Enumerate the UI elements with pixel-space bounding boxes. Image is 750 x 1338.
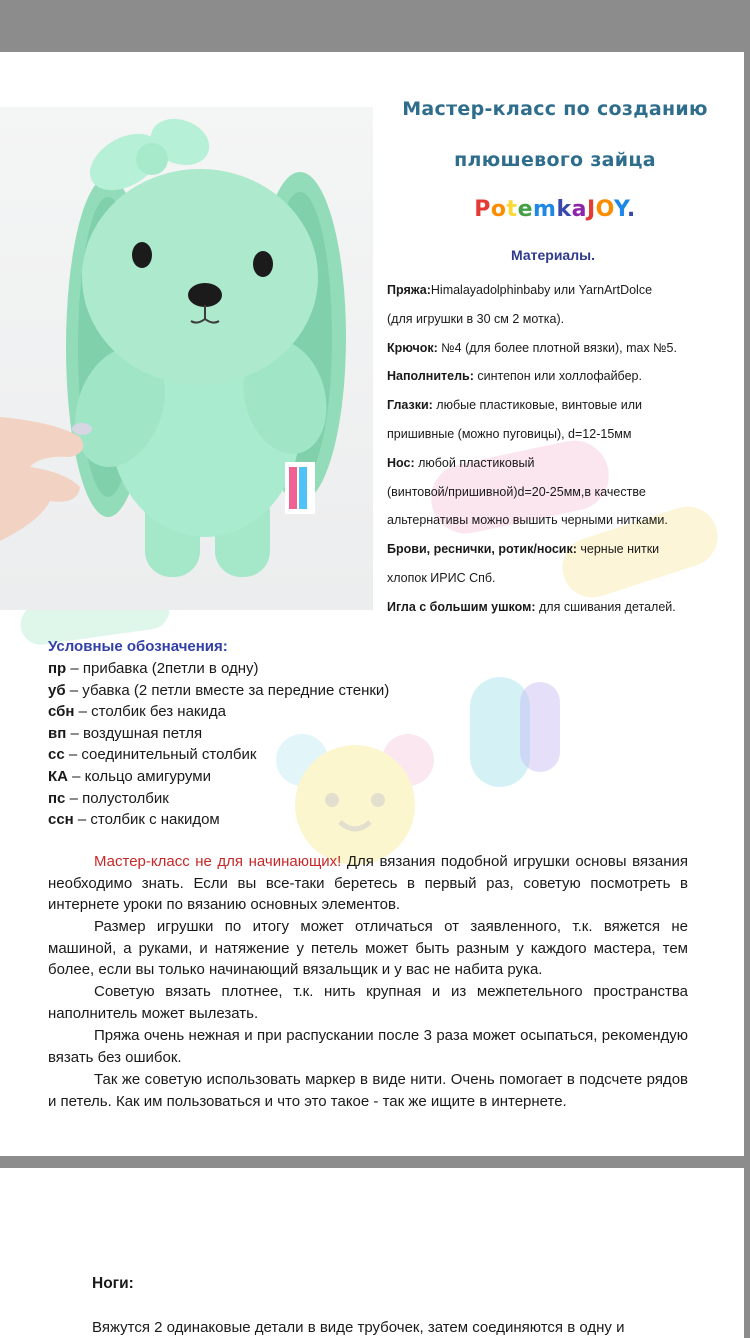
brand-letter: m (533, 197, 557, 222)
legend-text: – прибавка (2петли в одну) (66, 660, 259, 677)
legend-text: – кольцо амигуруми (68, 768, 211, 785)
materials-line (387, 312, 564, 326)
legend-abbr: вп (48, 724, 67, 742)
bunny-toy-photo (0, 107, 373, 610)
intro-paragraph-5: Так же советую использовать маркер в виде нити. Очень помогает в подсчете рядов и петель. Как им пользоваться и что это такое - так же ищите в интернете. (48, 1071, 688, 1110)
brand-letter: J (586, 197, 596, 222)
materials-text: хлопок ИРИС Спб. (387, 571, 496, 585)
materials-text: синтепон или холлофайбер. (473, 369, 642, 384)
title-line-1: Мастер-класс по созданию (402, 98, 708, 120)
legend-abbr: пс (48, 789, 66, 807)
materials-line (387, 398, 642, 412)
materials-line (387, 283, 652, 297)
legend-heading: Условные обозначения: (48, 638, 228, 655)
materials-text: Himalayadolphinbaby или YarnArtDolce (430, 283, 653, 297)
materials-text: для сшивания деталей. (535, 599, 676, 614)
intro-paragraph-3: Советую вязать плотнее, т.к. нить крупная и из межпетельного пространства наполнитель может вылезать. (48, 983, 688, 1022)
intro-paragraph-4: Пряжа очень нежная и при распускании после 3 раза может осыпаться, рекомендую вязать без ошибок. (48, 1027, 688, 1066)
materials-label: Крючок: (387, 340, 438, 355)
materials-line (387, 485, 646, 499)
materials-line (387, 369, 642, 383)
materials-label: Глазки: (387, 398, 433, 413)
legend-item (48, 682, 389, 699)
document-page-1 (0, 52, 744, 1156)
legend-abbr: ссн (48, 811, 74, 829)
brand-letter: Y (614, 197, 627, 222)
materials-line (387, 427, 631, 441)
brand-letter: k (556, 197, 572, 222)
legend-item (48, 725, 202, 742)
intro-paragraph-2: Размер игрушки по итогу может отличаться от заявленного, т.к. вяжется не машиной, а руками, и натяжение у петель может быть разным у каждого мастера, тем более, если вы только начинающий вязальщик и у вас не набита рука. (48, 918, 688, 978)
beginners-warning: Мастер-класс не для начинающих! (94, 853, 342, 870)
legend-abbr: КА (48, 768, 68, 785)
legend-item (48, 703, 226, 720)
brand-letter: t (506, 197, 518, 222)
legend-abbr: уб (48, 681, 66, 699)
brand-letter: o (490, 197, 507, 222)
brand-logo-text (380, 197, 730, 222)
materials-line (387, 542, 659, 556)
title-line-2: плюшевого зайца (454, 149, 656, 171)
materials-text: черные нитки (576, 542, 660, 557)
legend-abbr: сс (48, 746, 65, 764)
legend-text: – столбик с накидом (73, 811, 220, 829)
brand-letter: . (626, 197, 636, 222)
materials-line (387, 600, 676, 614)
legend-abbr: сбн (48, 703, 75, 721)
legend-text: – полустолбик (65, 789, 169, 807)
materials-text: альтернативы можно вышить черными нитками. (387, 513, 668, 528)
materials-label: Игла с большим ушком: (387, 599, 536, 614)
materials-label: Наполнитель: (387, 369, 474, 384)
legs-heading: Ноги: (92, 1275, 134, 1292)
materials-heading: Материалы. (511, 247, 595, 263)
document-page-2 (0, 1168, 744, 1338)
legend-item (48, 811, 220, 828)
brand-letter: O (595, 197, 615, 222)
legend-text: – столбик без накида (74, 703, 226, 721)
legend-item (48, 790, 169, 807)
materials-label: Пряжа: (387, 283, 431, 297)
materials-line (387, 456, 534, 470)
intro-paragraph-1 (48, 851, 688, 916)
materials-line (387, 513, 668, 527)
watermark-shape-cyan-2 (520, 682, 560, 772)
brand-letter: a (571, 197, 587, 222)
legend-text: – воздушная петля (66, 724, 203, 742)
legend-item (48, 660, 259, 677)
legend-text: – убавка (2 петли вместе за передние стенки) (65, 681, 390, 699)
legend-abbr: пр (48, 660, 67, 677)
intro-paragraph-1-text: Для вязания подобной игрушки основы вязания необходимо знать. Если вы все-таки беретесь в первый раз, советую посмотреть в интернете уроки по вязанию основных элементов. (48, 853, 689, 913)
materials-text: любой пластиковый (414, 455, 535, 470)
legs-text: Вяжутся 2 одинаковые детали в виде трубочек, затем соединяются в одну и (92, 1319, 625, 1336)
materials-label: Брови, реснички, ротик/носик: (387, 542, 577, 557)
materials-text: №4 (для более плотной вязки), max №5. (437, 340, 677, 355)
legend-text: – соединительный столбик (64, 746, 257, 764)
brand-letter: e (517, 197, 533, 222)
legend-item (48, 746, 256, 763)
materials-line (387, 571, 496, 585)
legend-item (48, 768, 211, 785)
materials-text: (для игрушки в 30 см 2 мотка). (387, 311, 565, 326)
materials-text: (винтовой/пришивной)d=20-25мм,в качестве (387, 484, 646, 499)
materials-text: пришивные (можно пуговицы), d=12-15мм (387, 427, 632, 441)
materials-text: любые пластиковые, винтовые или (432, 398, 642, 413)
brand-letter: P (474, 197, 491, 222)
materials-label: Нос: (387, 455, 415, 470)
materials-line (387, 341, 677, 355)
watermark-bear-icon (270, 720, 440, 870)
